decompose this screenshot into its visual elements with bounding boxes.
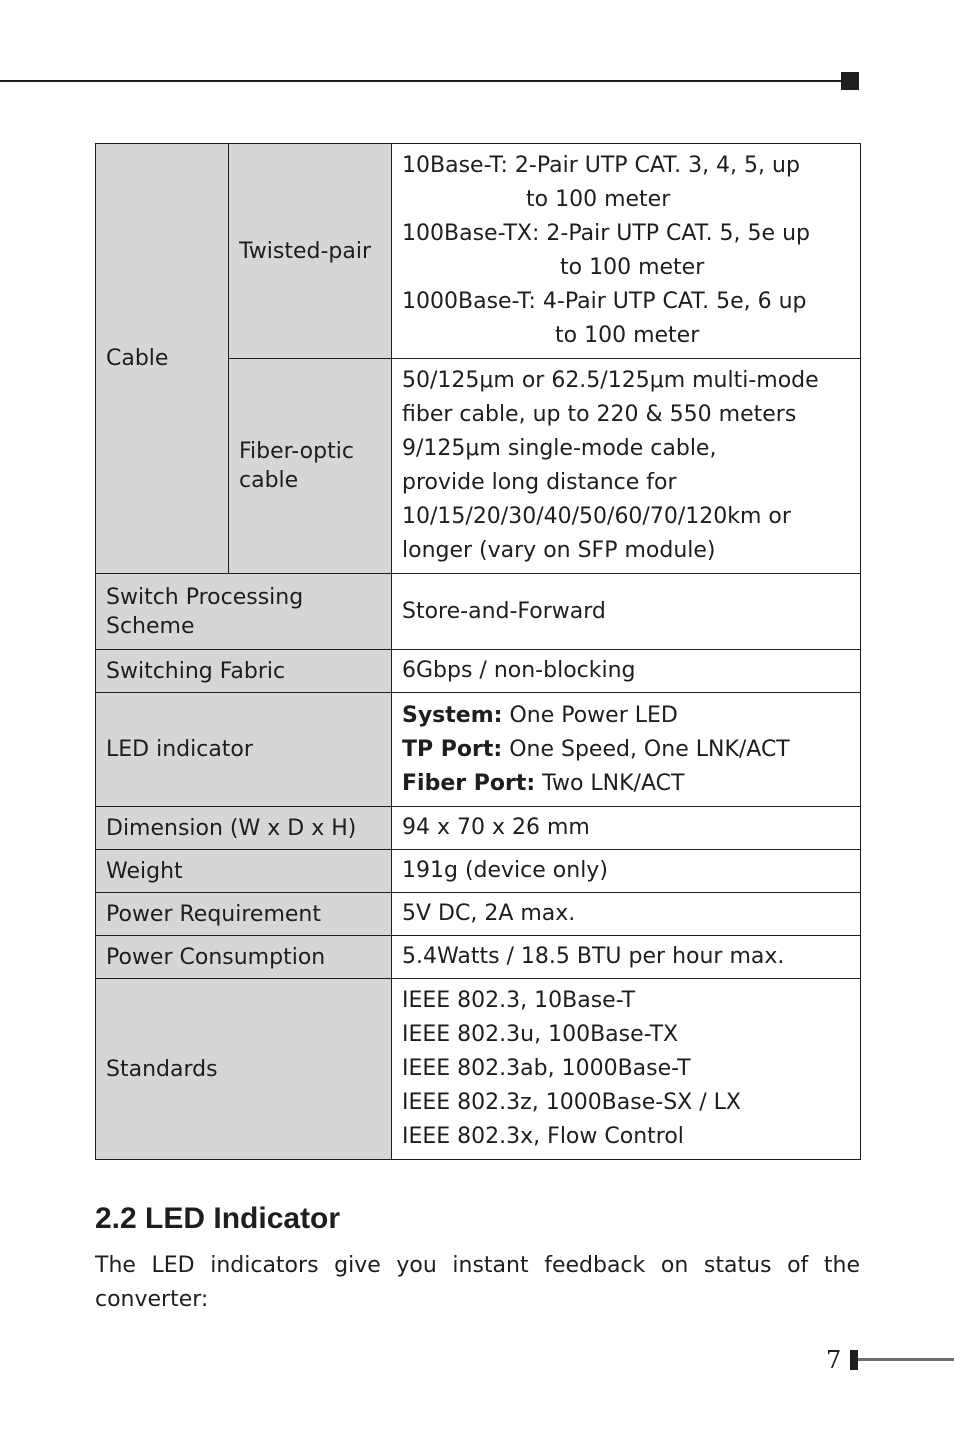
led-tp-text: One Speed, One LNK/ACT — [502, 736, 790, 762]
twisted-line-5: 1000Base-T: 4-Pair UTP CAT. 5e, 6 up — [402, 289, 807, 314]
table-row — [96, 893, 861, 936]
twisted-line-2: to 100 meter — [526, 187, 671, 212]
fiber-label-line-1: Fiber-optic — [239, 439, 354, 464]
dimension-label: Dimension (W x D x H) — [96, 807, 392, 850]
table-row — [96, 979, 861, 1160]
table-row — [96, 850, 861, 893]
weight-value: 191g (device only) — [392, 850, 861, 893]
twisted-pair-value — [392, 144, 861, 359]
footer-rule — [858, 1358, 954, 1361]
led-fiber-line — [402, 767, 850, 801]
page-number: 7 — [826, 1346, 842, 1374]
top-rule — [0, 80, 842, 82]
standards-line-4: IEEE 802.3z, 1000Base-SX / LX — [402, 1090, 741, 1115]
power-requirement-value: 5V DC, 2A max. — [392, 893, 861, 936]
cable-label: Cable — [96, 144, 229, 574]
twisted-line-1: 10Base-T: 2-Pair UTP CAT. 3, 4, 5, up — [402, 153, 800, 178]
fiber-line-5: 10/15/20/30/40/50/60/70/120km or — [402, 504, 791, 529]
table-row — [96, 574, 861, 650]
standards-value — [392, 979, 861, 1160]
led-indicator-label: LED indicator — [96, 693, 392, 807]
header-square-marker — [841, 72, 859, 90]
led-system-line — [402, 699, 850, 733]
specification-table — [95, 143, 861, 1160]
led-indicator-value — [392, 693, 861, 807]
fiber-optic-value — [392, 359, 861, 574]
standards-line-1: IEEE 802.3, 10Base-T — [402, 988, 636, 1013]
twisted-line-6: to 100 meter — [555, 323, 700, 348]
section-paragraph: The LED indicators give you instant feedback on status of the converter: — [95, 1253, 860, 1312]
led-fiber-text: Two LNK/ACT — [535, 770, 685, 796]
led-fiber-key: Fiber Port: — [402, 770, 536, 796]
table-row — [96, 693, 861, 807]
twisted-pair-label: Twisted-pair — [229, 144, 392, 359]
power-consumption-label: Power Consumption — [96, 936, 392, 979]
table-row — [96, 144, 861, 359]
fiber-label-line-2: cable — [239, 468, 299, 493]
switching-fabric-value: 6Gbps / non-blocking — [392, 650, 861, 693]
twisted-line-3: 100Base-TX: 2-Pair UTP CAT. 5, 5e up — [402, 221, 810, 246]
switch-processing-line-1: Switch Processing — [106, 584, 304, 610]
table-row — [96, 936, 861, 979]
switch-processing-label — [96, 574, 392, 650]
switch-processing-line-2: Scheme — [106, 613, 195, 639]
twisted-line-4: to 100 meter — [560, 255, 705, 280]
table-row — [96, 807, 861, 850]
fiber-line-3: 9/125μm single-mode cable, — [402, 436, 717, 461]
fiber-optic-label — [229, 359, 392, 574]
switch-processing-value: Store-and-Forward — [392, 574, 861, 650]
section-heading: 2.2 LED Indicator — [95, 1202, 341, 1235]
page-number-bar — [850, 1350, 858, 1370]
switching-fabric-label: Switching Fabric — [96, 650, 392, 693]
power-consumption-value: 5.4Watts / 18.5 BTU per hour max. — [392, 936, 861, 979]
led-tp-key: TP Port: — [402, 736, 503, 762]
standards-line-3: IEEE 802.3ab, 1000Base-T — [402, 1056, 691, 1081]
fiber-line-4: provide long distance for — [402, 470, 677, 495]
fiber-line-2: fiber cable, up to 220 & 550 meters — [402, 402, 797, 427]
power-requirement-label: Power Requirement — [96, 893, 392, 936]
led-system-text: One Power LED — [502, 702, 678, 728]
fiber-line-6: longer (vary on SFP module) — [402, 538, 716, 563]
standards-label: Standards — [96, 979, 392, 1160]
dimension-value: 94 x 70 x 26 mm — [392, 807, 861, 850]
fiber-line-1: 50/125μm or 62.5/125μm multi-mode — [402, 368, 819, 393]
weight-label: Weight — [96, 850, 392, 893]
table-row — [96, 650, 861, 693]
standards-line-2: IEEE 802.3u, 100Base-TX — [402, 1022, 679, 1047]
led-tp-line — [402, 733, 850, 767]
standards-line-5: IEEE 802.3x, Flow Control — [402, 1124, 684, 1149]
led-system-key: System: — [402, 702, 503, 728]
